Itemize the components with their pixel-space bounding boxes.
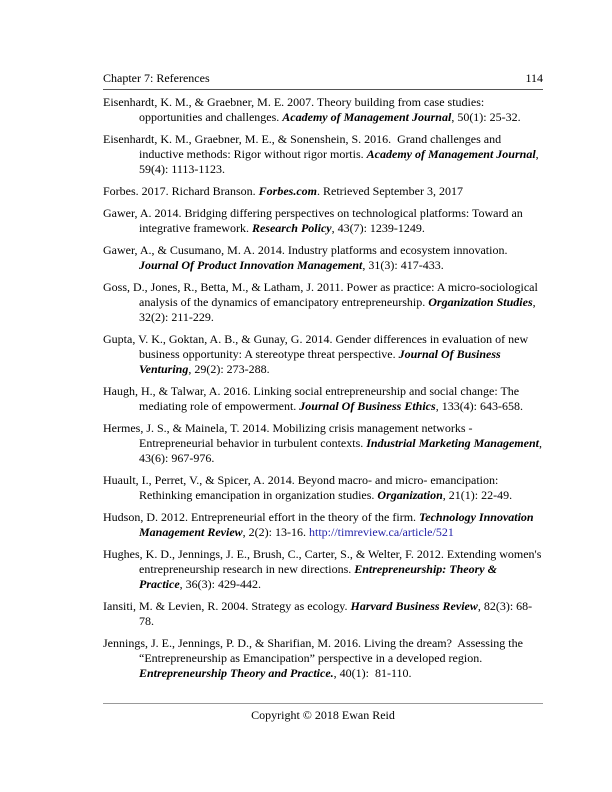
reference-entry xyxy=(103,184,543,199)
reference-entry xyxy=(103,243,543,273)
reference-entry xyxy=(103,280,543,325)
journal-title: Harvard Business Review xyxy=(350,599,478,613)
reference-text: , 50(1): 25-32. xyxy=(451,110,521,124)
reference-text: Gawer, A. 2014. Bridging differing perspectives on technological platforms: Toward an integrative framework. xyxy=(103,206,526,235)
reference-entry xyxy=(103,599,543,629)
reference-text: , 133(4): 643-658. xyxy=(435,399,524,413)
reference-text: Huault, I., Perret, V., & Spicer, A. 2014. Beyond macro- and micro- emancipation: Rethinking emancipation in organization studies. xyxy=(103,473,502,502)
reference-text: , 21(1): 22-49. xyxy=(442,488,513,502)
journal-title: Entrepreneurship: Theory & Practice xyxy=(139,562,500,591)
reference-entry xyxy=(103,510,543,540)
reference-text: Gawer, A., & Cusumano, M. A. 2014. Industry platforms and ecosystem innovation. xyxy=(103,243,511,257)
reference-text: Goss, D., Jones, R., Betta, M., & Latham, J. 2011. Power as practice: A micro-sociological analysis of the dynamics of emancipatory entrepreneurship. xyxy=(103,280,541,309)
reference-text: Eisenhardt, K. M., & Graebner, M. E. 2007. Theory building from case studies: opportunities and challenges. xyxy=(103,95,488,124)
journal-title: Industrial Marketing Management xyxy=(366,436,539,450)
reference-entry xyxy=(103,421,543,466)
reference-text: , 36(3): 429-442. xyxy=(179,577,261,591)
reference-entry xyxy=(103,206,543,236)
reference-entry xyxy=(103,132,543,177)
reference-text: Forbes. 2017. Richard Branson. xyxy=(103,184,259,198)
reference-entry xyxy=(103,95,543,125)
journal-title: Journal Of Business Ethics xyxy=(299,399,436,413)
journal-title: Academy of Management Journal xyxy=(282,110,452,124)
copyright-text: Copyright © 2018 Ewan Reid xyxy=(251,708,395,722)
reference-list xyxy=(103,95,543,681)
reference-text: Jennings, J. E., Jennings, P. D., & Sharifian, M. 2016. Living the dream? Assessing the “Entrepreneurship as Emancipation” perspective in a developed region. xyxy=(103,636,526,665)
reference-text: , 43(6): 967-976. xyxy=(139,436,545,465)
reference-entry xyxy=(103,384,543,414)
reference-text: , 2(2): 13-16. xyxy=(242,525,309,539)
reference-entry xyxy=(103,473,543,503)
reference-text: , 29(2): 273-288. xyxy=(188,362,270,376)
journal-title: Research Policy xyxy=(251,221,332,235)
journal-title: Entrepreneurship Theory and Practice. xyxy=(139,666,334,680)
journal-title: Organization xyxy=(377,488,443,502)
reference-text: Iansiti, M. & Levien, R. 2004. Strategy as ecology. xyxy=(103,599,351,613)
reference-text: , 40(1): 81-110. xyxy=(333,666,412,680)
journal-title: Forbes.com xyxy=(258,184,317,198)
reference-text: , 31(3): 417-433. xyxy=(362,258,444,272)
page-footer xyxy=(103,703,543,723)
reference-text: Hermes, J. S., & Mainela, T. 2014. Mobilizing crisis management networks - Entrepreneurial behavior in turbulent contexts. xyxy=(103,421,476,450)
reference-text: . Retrieved September 3, 2017 xyxy=(317,184,463,198)
reference-text: , 32(2): 211-229. xyxy=(139,295,539,324)
reference-text: , 82(3): 68-78. xyxy=(139,599,533,628)
header-chapter-title: Chapter 7: References xyxy=(103,71,210,85)
reference-text: Hudson, D. 2012. Entrepreneurial effort in the theory of the firm. xyxy=(103,510,420,524)
journal-title: Journal Of Product Innovation Management xyxy=(139,258,363,272)
journal-title: Academy of Management Journal xyxy=(366,147,536,161)
reference-text: Gupta, V. K., Goktan, A. B., & Gunay, G. 2014. Gender differences in evaluation of new business opportunity: A stereotype threat perspective. xyxy=(103,332,532,361)
reference-entry xyxy=(103,332,543,377)
journal-title: Organization Studies xyxy=(428,295,533,309)
page-header xyxy=(103,71,543,90)
reference-text: Eisenhardt, K. M., Graebner, M. E., & Sonenshein, S. 2016. Grand challenges and inductive methods: Rigor without rigor mortis. xyxy=(103,132,505,161)
journal-title: Journal Of Business Venturing xyxy=(139,347,504,376)
reference-text: Hughes, K. D., Jennings, J. E., Brush, C., Carter, S., & Welter, F. 2012. Extending women's entrepreneurship research in new directions. xyxy=(103,547,545,576)
reference-entry xyxy=(103,547,543,592)
reference-text: , 59(4): 1113-1123. xyxy=(139,147,542,176)
reference-text: Haugh, H., & Talwar, A. 2016. Linking social entrepreneurship and social change: The mediating role of empowerment. xyxy=(103,384,523,413)
journal-title: Technology Innovation Management Review xyxy=(139,510,537,539)
page-number: 114 xyxy=(525,71,543,85)
reference-entry xyxy=(103,636,543,681)
content-area xyxy=(103,71,543,688)
reference-hyperlink[interactable]: http://timreview.ca/article/521 xyxy=(309,525,454,539)
reference-text: , 43(7): 1239-1249. xyxy=(331,221,425,235)
